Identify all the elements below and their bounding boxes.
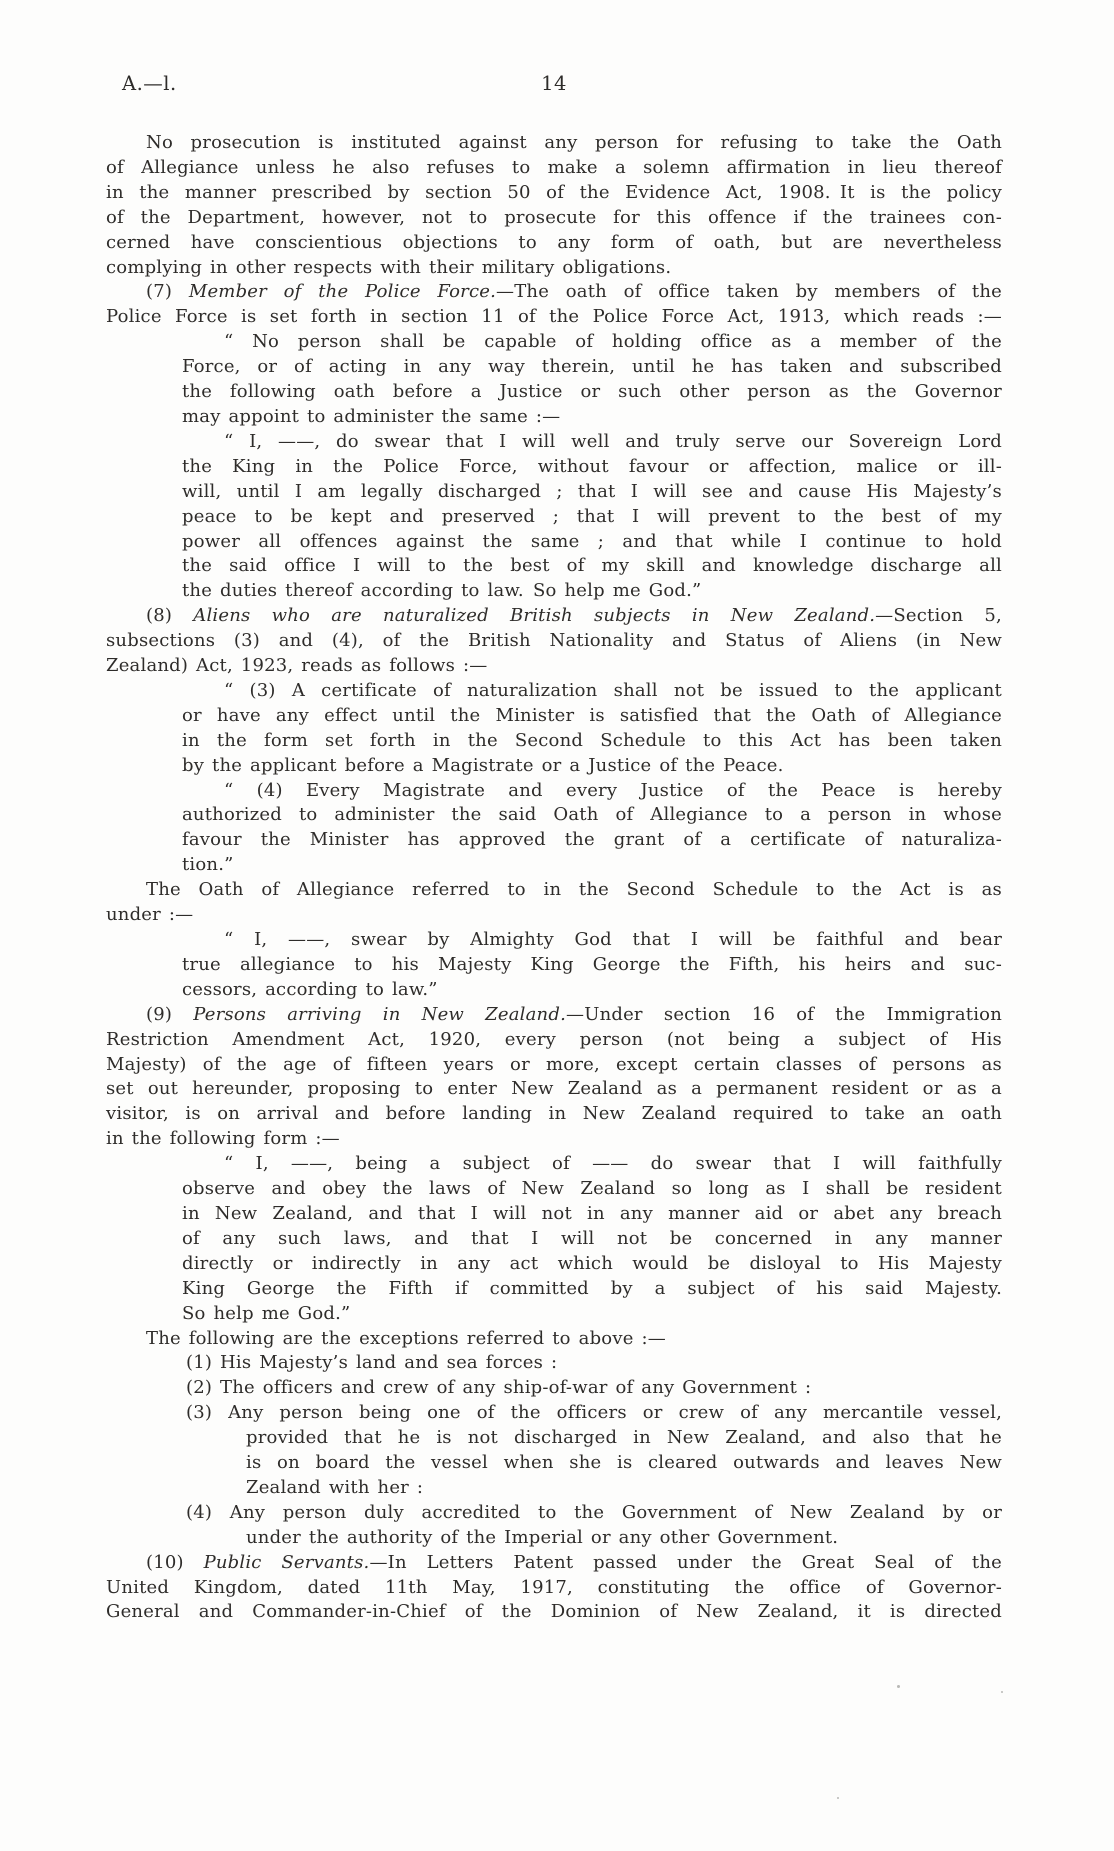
text-line: in New Zealand, and that I will not in any manner aid or abet any breach [182, 1202, 1002, 1224]
text-line: in the manner prescribed by section 50 of the Evidence Act, 1908. It is the policy [106, 181, 1002, 203]
text-line: by the applicant before a Magistrate or a Justice of the Peace. [182, 754, 784, 776]
text-line [106, 1551, 1002, 1576]
text-line: authorized to administer the said Oath of Allegiance to a person in whose [182, 804, 1002, 826]
text-line: complying in other respects with their military obligations. [106, 256, 672, 278]
text-line: of any such laws, and that I will not be concerned in any manner [182, 1227, 1002, 1249]
paragraph [106, 1327, 1002, 1352]
text-line: the duties thereof according to law. So help me God.” [182, 580, 702, 602]
text-line: King George the Fifth if committed by a subject of his said Majesty. [182, 1277, 1002, 1299]
text-line: No prosecution is instituted against any person for refusing to take the Oath [146, 132, 1002, 153]
text-line: tion.” [182, 854, 234, 876]
paragraph [106, 131, 1002, 280]
text-line: will, until I am legally discharged ; that I will see and cause His Majesty’s [182, 480, 1002, 502]
document-reference: A.—l. [122, 72, 177, 95]
paragraph [106, 1551, 1002, 1626]
text-line: The following are the exceptions referred to above :— [146, 1327, 666, 1349]
text-line: “ No person shall be capable of holding office as a member of the [224, 331, 1002, 353]
paragraph [106, 1003, 1002, 1152]
paragraph [106, 280, 1002, 330]
text-line: the said office I will to the best of my skill and knowledge discharge all [182, 555, 1002, 577]
text-line: favour the Minister has approved the grant of a certificate of naturaliza- [182, 829, 1002, 851]
text-line: the following oath before a Justice or such other person as the Governor [182, 381, 1002, 403]
text-line: cessors, according to law.” [182, 978, 438, 1000]
section-title: Member of the Police Force. [188, 281, 496, 303]
text-line: true allegiance to his Majesty King George the Fifth, his heirs and suc- [182, 953, 1002, 975]
text-segment: (7) [146, 281, 189, 303]
text-line: in the following form :— [106, 1128, 340, 1150]
text-line: (3) Any person being one of the officers or crew of any mercantile vessel, [186, 1402, 1002, 1424]
text-segment: —Section 5, [875, 605, 1002, 627]
text-line: may appoint to administer the same :— [182, 405, 561, 427]
text-line: of the Department, however, not to prosecute for this offence if the trainees con- [106, 206, 1002, 228]
text-line: set out hereunder, proposing to enter New Zealand as a permanent resident or as a [106, 1078, 1002, 1100]
text-line: Zealand) Act, 1923, reads as follows :— [106, 655, 488, 677]
paragraph [182, 928, 1002, 1003]
text-line: the King in the Police Force, without favour or affection, malice or ill- [182, 455, 1002, 477]
text-line: visitor, is on arrival and before landing in New Zealand required to take an oath [106, 1103, 1002, 1125]
scan-speck [1001, 1691, 1003, 1693]
text-line: Force, or of acting in any way therein, until he has taken and subscribed [182, 356, 1002, 378]
page-number: 14 [541, 72, 567, 95]
text-line: “ I, ——, being a subject of —— do swear that I will faithfully [224, 1153, 1002, 1175]
text-line: (1) His Majesty’s land and sea forces : [186, 1352, 558, 1374]
paragraph [106, 878, 1002, 928]
text-line: Restriction Amendment Act, 1920, every person (not being a subject of His [106, 1028, 1002, 1050]
text-line: power all offences against the same ; and that while I continue to hold [182, 530, 1002, 552]
text-line: in the form set forth in the Second Schedule to this Act has been taken [182, 729, 1002, 751]
scan-speck [837, 1797, 839, 1799]
text-line: Police Force is set forth in section 11 of the Police Force Act, 1913, which reads :— [106, 306, 1002, 328]
text-line: General and Commander-in-Chief of the Dominion of New Zealand, it is directed [106, 1601, 1002, 1623]
text-line: under the authority of the Imperial or any other Government. [246, 1526, 839, 1548]
text-line [106, 604, 1002, 629]
section-title: Persons arriving in New Zealand. [193, 1003, 566, 1025]
text-segment: (9) [146, 1003, 194, 1025]
section-title: Aliens who are naturalized British subjects in New Zealand. [193, 605, 876, 627]
document-body [106, 131, 1002, 1625]
text-segment: (8) [146, 605, 194, 627]
text-line [106, 280, 1002, 305]
text-segment: (10) [146, 1551, 204, 1573]
text-line: under :— [106, 904, 194, 926]
text-line: or have any effect until the Minister is satisfied that the Oath of Allegiance [182, 704, 1002, 726]
text-line: subsections (3) and (4), of the British Nationality and Status of Aliens (in New [106, 630, 1002, 652]
text-line: directly or indirectly in any act which would be disloyal to His Majesty [182, 1252, 1002, 1274]
text-line: “ (4) Every Magistrate and every Justice of the Peace is hereby [224, 779, 1002, 801]
text-line: peace to be kept and preserved ; that I will prevent to the best of my [182, 505, 1002, 527]
text-line: “ I, ——, swear by Almighty God that I will be faithful and bear [224, 929, 1002, 950]
paragraph [186, 1401, 1002, 1501]
text-line: provided that he is not discharged in New Zealand, and also that he [246, 1427, 1002, 1449]
text-line: (2) The officers and crew of any ship-of-war of any Government : [186, 1377, 812, 1399]
text-segment: —In Letters Patent passed under the Great Seal of the [369, 1551, 1002, 1573]
text-line: is on board the vessel when she is cleared outwards and leaves New [246, 1452, 1002, 1474]
text-line: Majesty) of the age of fifteen years or more, except certain classes of persons as [106, 1053, 1002, 1075]
paragraph [186, 1351, 1002, 1376]
text-line [106, 1003, 1002, 1028]
text-line: of Allegiance unless he also refuses to make a solemn affirmation in lieu thereof [106, 156, 1002, 178]
text-line: So help me God.” [182, 1302, 351, 1324]
scan-speck [897, 1685, 900, 1688]
paragraph [182, 679, 1002, 779]
paragraph [182, 1152, 1002, 1326]
text-segment: —Under section 16 of the Immigration [566, 1003, 1002, 1025]
text-line: cerned have conscientious objections to any form of oath, but are nevertheless [106, 231, 1002, 253]
paragraph [182, 430, 1002, 604]
text-line: United Kingdom, dated 11th May, 1917, constituting the office of Governor- [106, 1576, 1002, 1598]
text-line: Zealand with her : [246, 1476, 424, 1498]
text-line: “ (3) A certificate of naturalization shall not be issued to the applicant [224, 679, 1002, 701]
paragraph [186, 1376, 1002, 1401]
page-header [106, 72, 1002, 98]
text-line: The Oath of Allegiance referred to in the Second Schedule to the Act is as [146, 879, 1002, 901]
text-line: “ I, ——, do swear that I will well and truly serve our Sovereign Lord [224, 430, 1002, 452]
text-line: observe and obey the laws of New Zealand so long as I shall be resident [182, 1178, 1002, 1200]
paragraph [182, 330, 1002, 430]
text-line: (4) Any person duly accredited to the Government of New Zealand by or [186, 1501, 1002, 1523]
paragraph [186, 1501, 1002, 1551]
text-segment: —The oath of office taken by members of the [496, 281, 1003, 303]
paragraph [106, 604, 1002, 679]
section-title: Public Servants. [203, 1551, 370, 1573]
paragraph [182, 779, 1002, 879]
